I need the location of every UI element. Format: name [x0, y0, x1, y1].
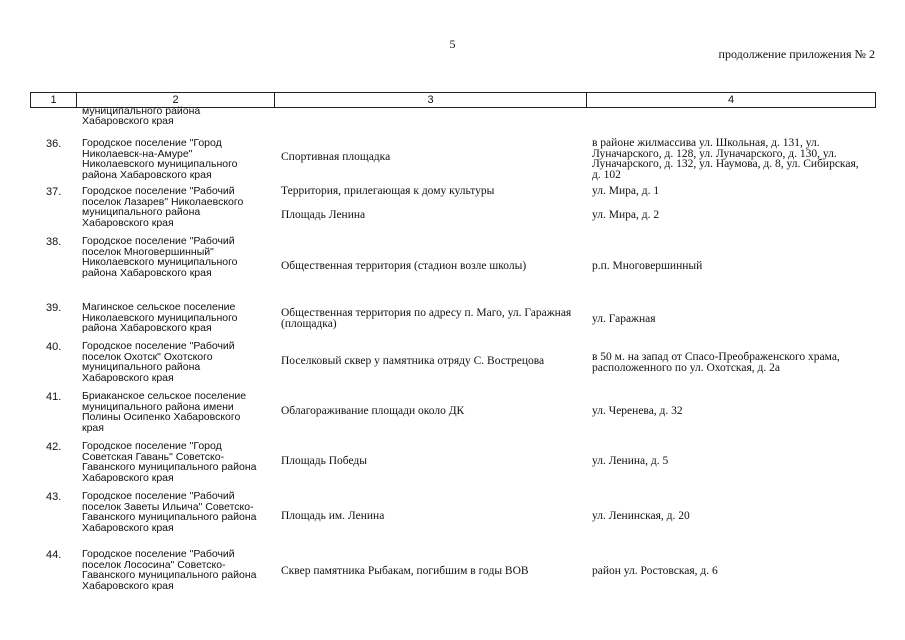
object-name: Общественная территория по адресу п. Маго, ул. Гаражная (площадка) — [281, 307, 572, 330]
row-number: 36. — [46, 138, 62, 150]
row-number: 39. — [46, 302, 62, 314]
header-col-3: 3 — [275, 93, 587, 107]
row-number: 37. — [46, 186, 62, 198]
row-number: 43. — [46, 491, 62, 503]
object-address: в 50 м. на запад от Спасо-Преображенского храма, расположенного по ул. Охотская, д. 2а — [592, 351, 840, 374]
settlement-name: Городское поселение "Рабочий поселок Заветы Ильича" Советско-Гаванского муниципального района Хабаровского края — [82, 490, 257, 534]
object-address: ул. Ленина, д. 5 — [592, 455, 669, 467]
object-address: ул. Мира, д. 2 — [592, 209, 660, 221]
object-name: Общественная территория (стадион возле школы) — [281, 260, 527, 272]
object-address: ул. Ленинская, д. 20 — [592, 510, 690, 522]
carryover-line: Хабаровского края — [82, 115, 174, 127]
header-col-4: 4 — [727, 94, 735, 106]
carryover-line: муниципального района — [82, 105, 201, 117]
row-number: 41. — [46, 391, 62, 403]
object-name: Облагораживание площади около ДК — [281, 405, 465, 417]
row-number: 42. — [46, 441, 62, 453]
settlement-name: Городское поселение "Рабочий поселок Охотск" Охотского муниципального района Хабаровского края — [82, 340, 235, 384]
object-name: Площадь Победы — [281, 455, 368, 467]
object-name: Территория, прилегающая к дому культуры — [281, 185, 495, 197]
settlement-name: Магинское сельское поселение Николаевского муниципального района Хабаровского края — [82, 301, 238, 334]
header-col-2: 2 — [77, 93, 275, 107]
page-number: 5 — [449, 37, 456, 51]
object-address: район ул. Ростовская, д. 6 — [592, 565, 718, 577]
header-col-1: 1 — [31, 93, 77, 107]
object-address: ул. Мира, д. 1 — [592, 185, 660, 197]
settlement-name: Городское поселение "Рабочий поселок Лососина" Советско-Гаванского муниципального района Хабаровского края — [82, 548, 257, 592]
object-address: ул. Черенева, д. 32 — [592, 405, 683, 417]
object-name: Поселковый сквер у памятника отряду С. Вострецова — [281, 355, 545, 367]
settlement-name: Городское поселение "Город Советская Гавань" Советско-Гаванского муниципального района Хабаровского края — [82, 440, 257, 484]
continuation-note: продолжение приложения № 2 — [718, 47, 875, 61]
object-name: Площадь им. Ленина — [281, 510, 385, 522]
settlement-name: Городское поселение "Рабочий поселок Многовершинный" Николаевского муниципального района Хабаровского края — [82, 235, 238, 279]
object-address: в районе жилмассива ул. Школьная, д. 131, ул. Луначарского, д. 128, ул. Луначарского, д. 130, ул. Луначарского, д. 132, ул. Наумова, д. 8, ул. Сибирская, д. 102 — [592, 137, 859, 181]
object-address: ул. Гаражная — [592, 313, 656, 325]
object-name: Спортивная площадка — [281, 151, 391, 163]
settlement-name: Городское поселение "Рабочий поселок Лазарев" Николаевского муниципального района Хабаровского края — [82, 185, 244, 229]
object-address: р.п. Многовершинный — [592, 260, 703, 272]
row-number: 44. — [46, 549, 62, 561]
settlement-name: Городское поселение "Город Николаевск-на-Амуре" Николаевского муниципального района Хабаровского края — [82, 137, 238, 181]
row-number: 40. — [46, 341, 62, 353]
row-number: 38. — [46, 236, 62, 248]
settlement-name: Бриаканское сельское поселение муниципального района имени Полины Осипенко Хабаровского края — [82, 390, 247, 434]
object-name: Сквер памятника Рыбакам, погибшим в годы ВОВ — [281, 565, 529, 577]
object-name: Площадь Ленина — [281, 209, 366, 221]
carryover-text — [82, 106, 200, 126]
